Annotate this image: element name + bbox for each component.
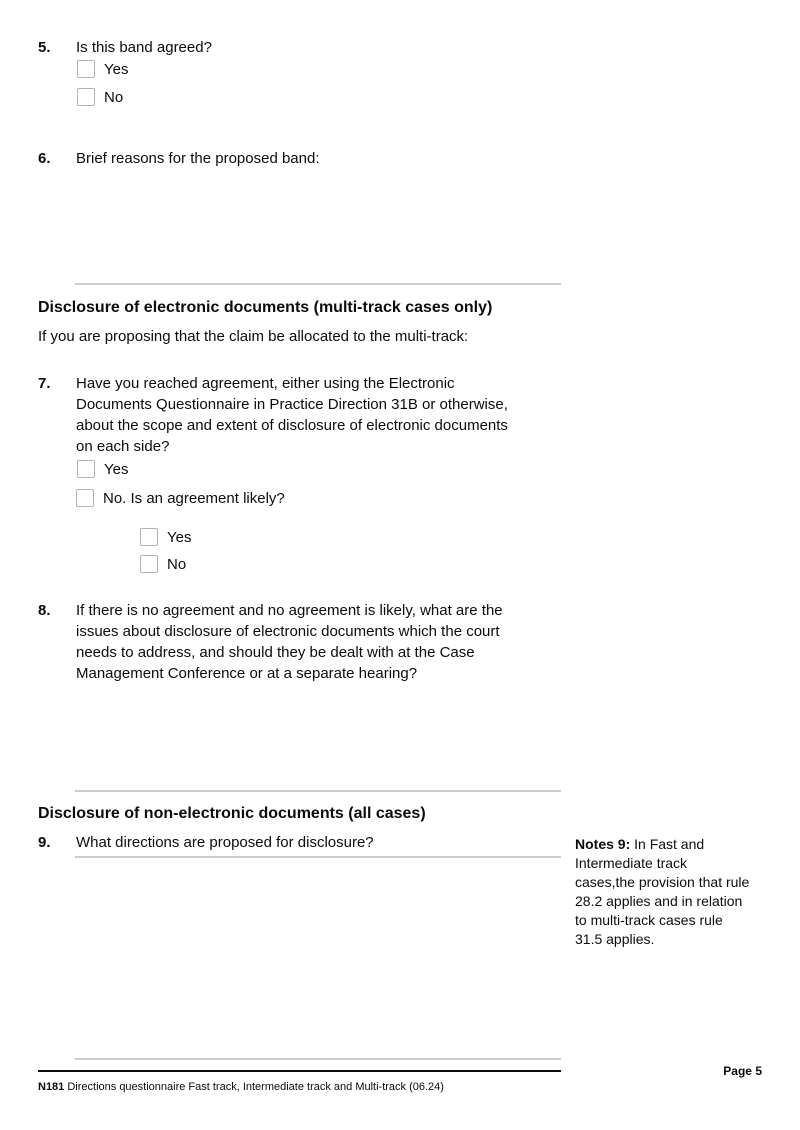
q7-no-checkbox[interactable]	[76, 489, 94, 507]
question-9-number: 9.	[38, 834, 51, 851]
form-title: Directions questionnaire Fast track, Intermediate track and Multi-track (06.24)	[67, 1081, 444, 1093]
footer-top-rule	[75, 1058, 561, 1060]
q7-no-label: No. Is an agreement likely?	[103, 489, 285, 507]
question-8-text-line: Management Conference or at a separate hearing?	[76, 665, 418, 682]
page-number: Page 5	[723, 1064, 762, 1078]
notes-9-text-line: Intermediate track	[575, 855, 688, 871]
question-8-text-line: If there is no agreement and no agreement is likely, what are the	[76, 602, 503, 619]
q7-sub-no-checkbox[interactable]	[140, 555, 158, 573]
notes-9-text-line: 28.2 applies and in relation	[575, 893, 743, 909]
non-electronic-section-heading: Disclosure of non-electronic documents (all cases)	[38, 805, 426, 822]
notes-9	[575, 835, 771, 949]
question-8-text	[76, 600, 562, 684]
question-9-text: What directions are proposed for disclosure?	[76, 834, 374, 851]
notes-9-text-line: cases,the provision that rule	[575, 874, 750, 890]
footer-black-rule	[38, 1070, 561, 1072]
notes-9-text-line: In Fast and	[634, 836, 705, 852]
q7-sub-yes-label: Yes	[167, 528, 192, 546]
q9-answer-top-rule	[75, 856, 561, 858]
q7-sub-option-no	[140, 554, 186, 574]
form-footer	[38, 1080, 444, 1094]
q7-sub-option-yes	[140, 527, 191, 547]
q7-sub-no-label: No	[167, 555, 187, 573]
question-8-number: 8.	[38, 602, 51, 619]
notes-9-label: Notes 9:	[575, 836, 631, 852]
q7-option-yes	[77, 459, 128, 479]
section-divider	[75, 790, 561, 792]
question-7-text-line: Documents Questionnaire in Practice Direction 31B or otherwise,	[76, 396, 508, 413]
section-divider	[75, 283, 561, 285]
question-5-text: Is this band agreed?	[76, 39, 212, 56]
question-8-text-line: issues about disclosure of electronic documents which the court	[76, 623, 500, 640]
q5-no-label: No	[104, 88, 124, 106]
question-7-text-line: on each side?	[76, 438, 170, 455]
q5-option-no	[77, 87, 123, 107]
question-8-text-line: needs to address, and should they be dealt with at the Case	[76, 644, 475, 661]
q5-no-checkbox[interactable]	[77, 88, 95, 106]
form-code: N181	[38, 1081, 65, 1093]
q7-sub-yes-checkbox[interactable]	[140, 528, 158, 546]
q8-answer-area[interactable]	[76, 690, 562, 788]
q7-yes-checkbox[interactable]	[77, 460, 95, 478]
question-6-number: 6.	[38, 150, 51, 167]
question-7-text	[76, 373, 562, 457]
q5-yes-checkbox[interactable]	[77, 60, 95, 78]
question-7-text-line: Have you reached agreement, either using the Electronic	[76, 375, 455, 392]
q6-answer-area[interactable]	[76, 172, 562, 280]
q5-yes-label: Yes	[104, 60, 129, 78]
notes-9-text-line: 31.5 applies.	[575, 931, 655, 947]
electronic-section-heading: Disclosure of electronic documents (multi-track cases only)	[38, 299, 493, 316]
notes-9-text-line: to multi-track cases rule	[575, 912, 723, 928]
question-5-number: 5.	[38, 39, 51, 56]
q5-option-yes	[77, 59, 128, 79]
q9-answer-area[interactable]	[76, 860, 562, 1056]
q7-yes-label: Yes	[104, 460, 129, 478]
q7-option-no	[76, 488, 285, 508]
question-7-number: 7.	[38, 375, 51, 392]
electronic-section-intro: If you are proposing that the claim be allocated to the multi-track:	[38, 328, 469, 345]
question-7-text-line: about the scope and extent of disclosure of electronic documents	[76, 417, 508, 434]
question-6-text: Brief reasons for the proposed band:	[76, 150, 320, 167]
